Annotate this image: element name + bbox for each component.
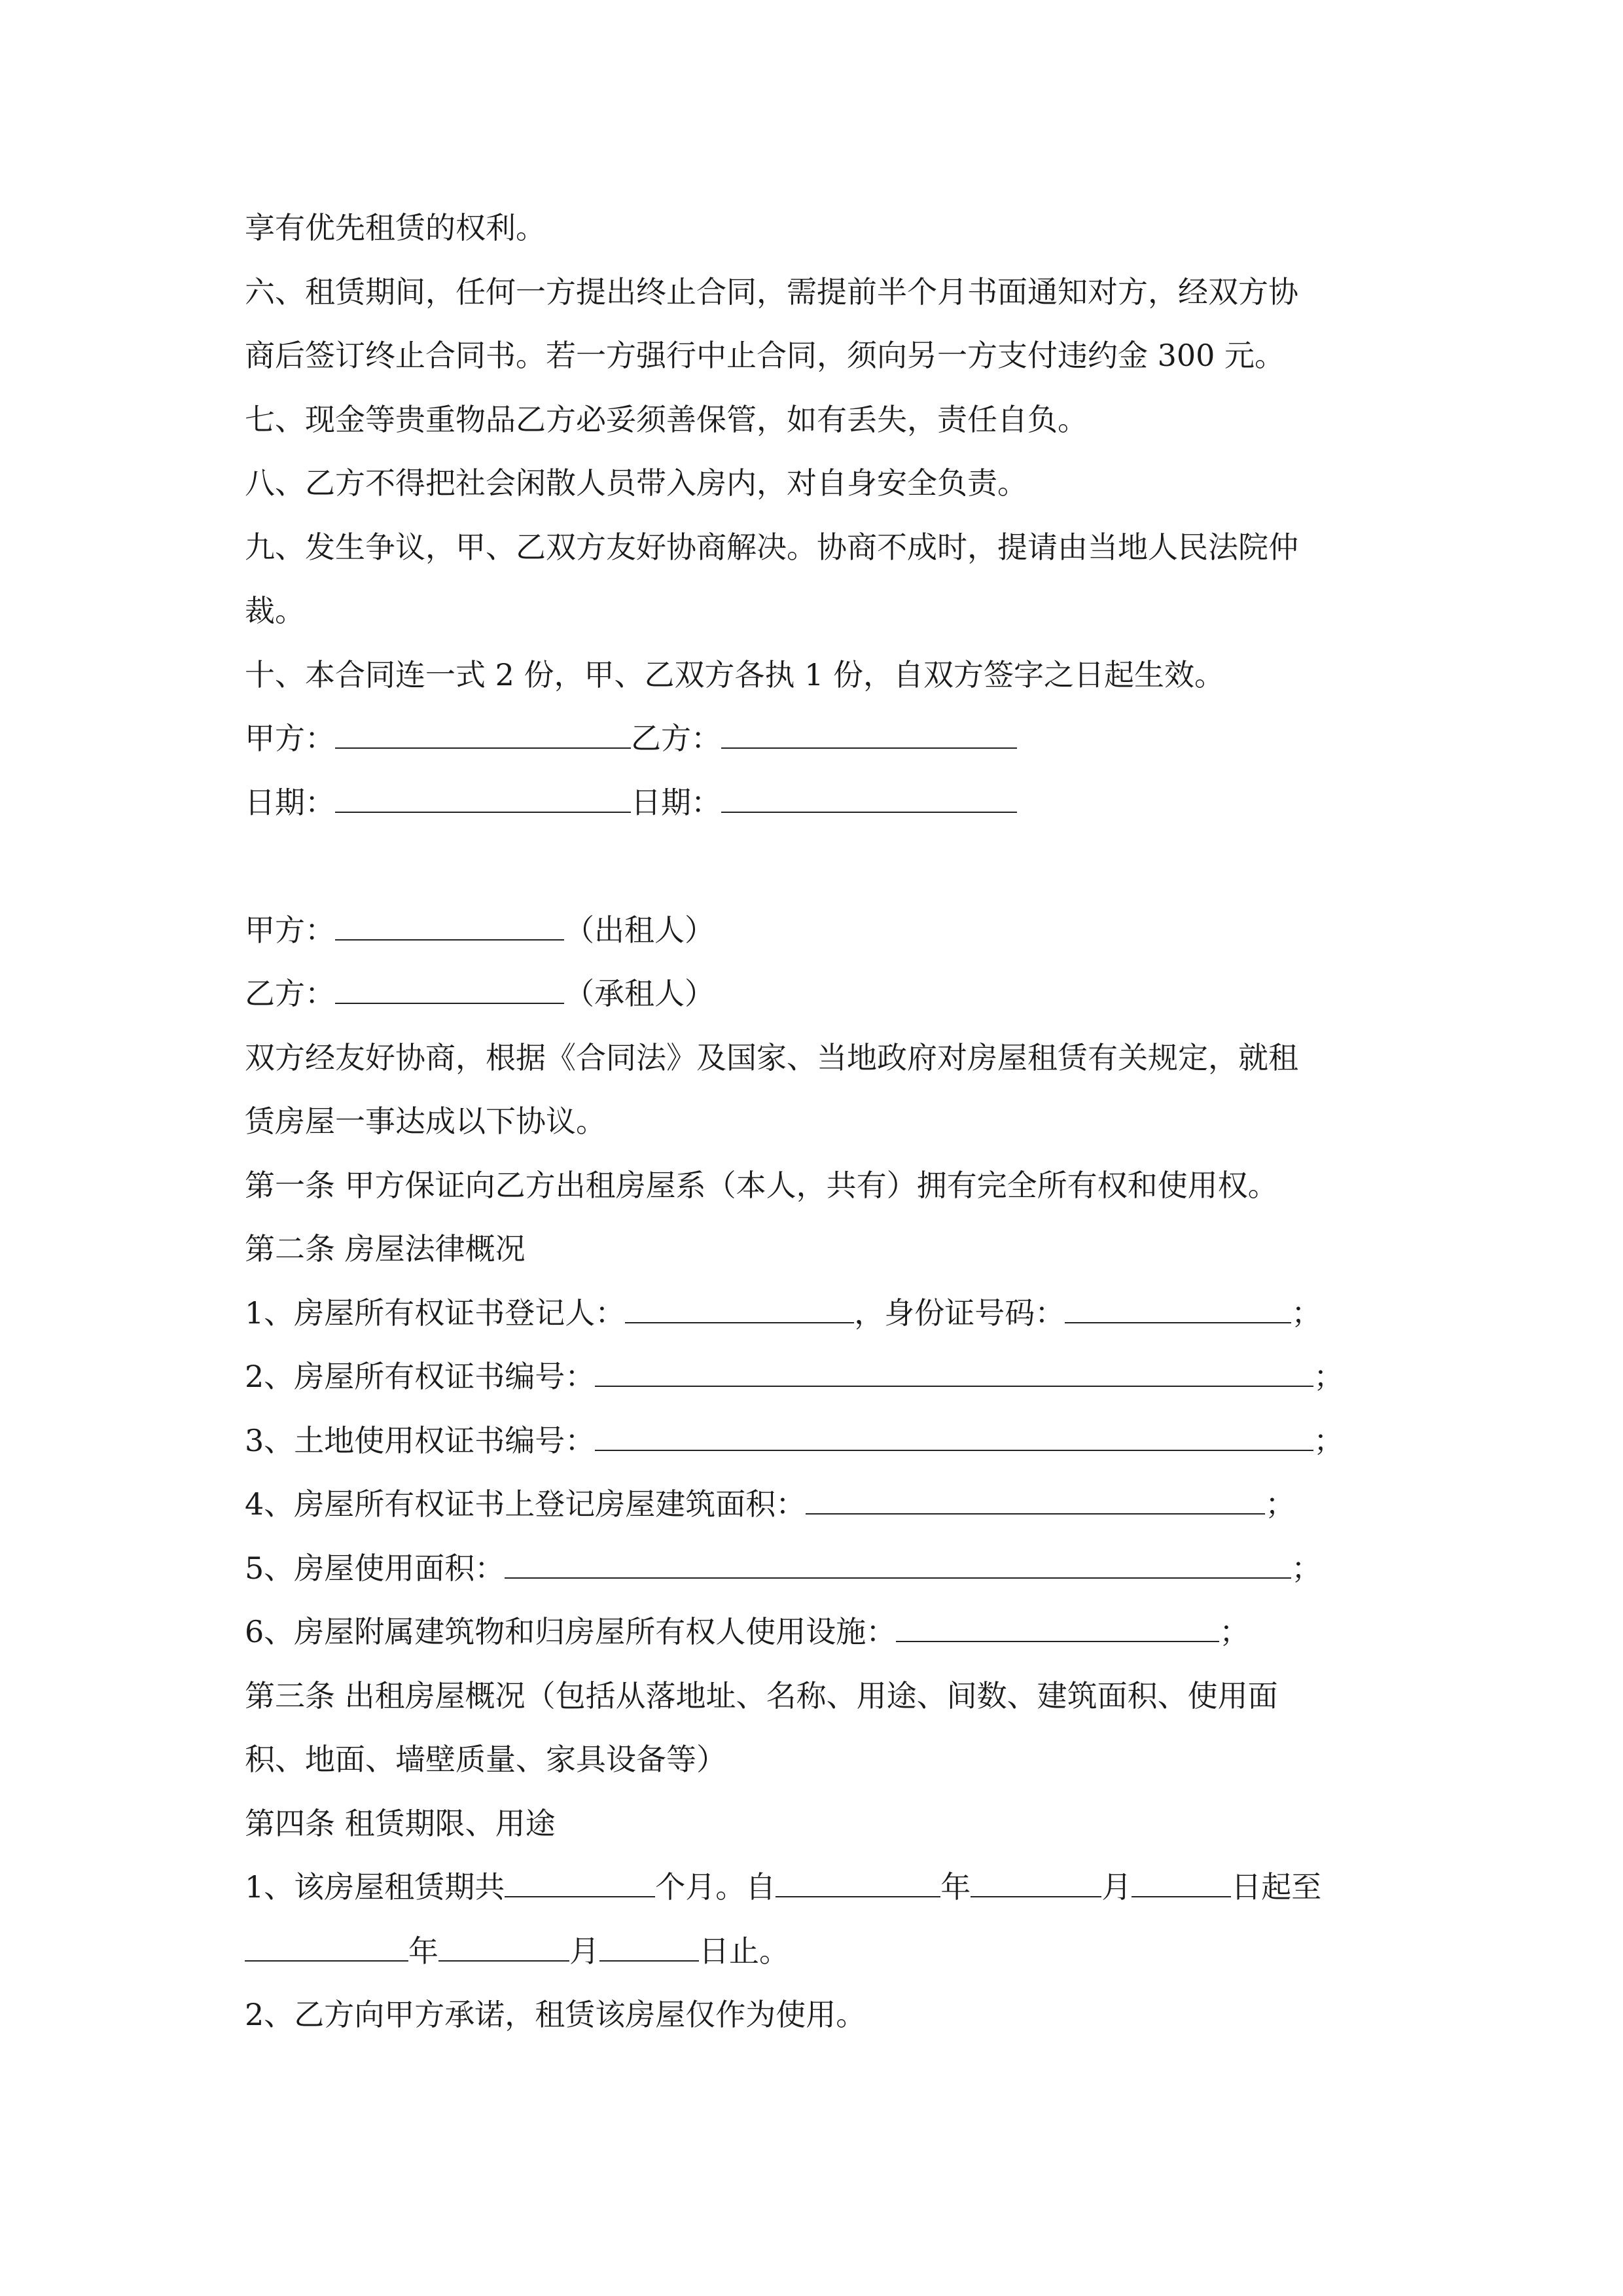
- month-label: 月: [1101, 1869, 1132, 1905]
- date-b-label: 日期：: [631, 784, 721, 820]
- id-number-field[interactable]: [1065, 1299, 1291, 1323]
- party-a-signature-field[interactable]: [335, 724, 631, 749]
- article-2-item-4: [245, 1473, 1387, 1537]
- text-line: 享有优先租赁的权利。: [245, 210, 546, 245]
- item-end: ；: [1265, 1486, 1296, 1522]
- article-4-item-2: 2、乙方向甲方承诺，租赁该房屋仅作为使用。: [245, 1997, 866, 2032]
- text-line: 裁。: [245, 593, 305, 628]
- text-line: 十、本合同连一式 2 份，甲、乙双方各执 1 份，自双方签字之日起生效。: [245, 656, 1225, 692]
- item-label: 个月。自: [655, 1869, 776, 1905]
- item-label: 3、土地使用权证书编号：: [245, 1422, 596, 1458]
- party-a-signature-label: 甲方：: [245, 721, 335, 756]
- start-month-field[interactable]: [971, 1873, 1101, 1897]
- end-day-field[interactable]: [599, 1937, 699, 1962]
- registrant-field[interactable]: [625, 1299, 854, 1323]
- item-end: ；: [1313, 1422, 1344, 1458]
- item-label: 2、房屋所有权证书编号：: [245, 1359, 596, 1394]
- end-month-field[interactable]: [438, 1937, 569, 1962]
- start-day-field[interactable]: [1132, 1873, 1231, 1897]
- lessor-label: 甲方：: [245, 912, 335, 948]
- item-label: 1、房屋所有权证书登记人：: [245, 1295, 626, 1331]
- lease-months-field[interactable]: [505, 1873, 655, 1897]
- article-2-item-2: [245, 1345, 1387, 1409]
- article-2-item-6: [245, 1600, 1387, 1664]
- land-cert-number-field[interactable]: [595, 1426, 1313, 1451]
- article-4-title: 第四条 租赁期限、用途: [245, 1805, 556, 1841]
- lessee-role: （承租人）: [564, 976, 715, 1011]
- intro-line: 双方经友好协商，根据《合同法》及国家、当地政府对房屋租赁有关规定，就租: [245, 1039, 1298, 1075]
- spacer: [245, 834, 1387, 899]
- signature-row: [245, 707, 1387, 771]
- text-line: 六、租赁期间，任何一方提出终止合同，需提前半个月书面通知对方，经双方协: [245, 274, 1298, 310]
- lessee-row: [245, 962, 1387, 1026]
- lessor-field[interactable]: [335, 916, 564, 941]
- intro-line: 赁房屋一事达成以下协议。: [245, 1103, 606, 1139]
- article-1: 第一条 甲方保证向乙方出租房屋系（本人，共有）拥有完全所有权和使用权。: [245, 1167, 1278, 1203]
- article-2-item-3: [245, 1409, 1387, 1473]
- article-4-item-1: [245, 1856, 1387, 1920]
- document-body: [245, 196, 1387, 2047]
- article-3-line: 积、地面、墙壁质量、家具设备等）: [245, 1742, 726, 1777]
- article-2-item-5: [245, 1537, 1387, 1601]
- start-year-field[interactable]: [776, 1873, 940, 1897]
- lessor-role: （出租人）: [564, 912, 715, 948]
- party-b-signature-label: 乙方：: [631, 721, 721, 756]
- end-year-field[interactable]: [245, 1937, 408, 1962]
- article-3-line: 第三条 出租房屋概况（包括从落地址、名称、用途、间数、建筑面积、使用面: [245, 1677, 1278, 1713]
- item-label: 4、房屋所有权证书上登记房屋建筑面积：: [245, 1486, 806, 1522]
- article-4-item-1-cont: [245, 1920, 1387, 1984]
- year-label: 年: [940, 1869, 971, 1905]
- date-a-field[interactable]: [335, 788, 631, 813]
- building-area-field[interactable]: [806, 1490, 1265, 1515]
- date-row: [245, 771, 1387, 835]
- text-line: 商后签订终止合同书。若一方强行中止合同，须向另一方支付违约金 300 元。: [245, 338, 1285, 373]
- party-b-signature-field[interactable]: [721, 724, 1017, 749]
- item-end: ；: [1219, 1614, 1250, 1649]
- date-b-field[interactable]: [721, 788, 1017, 813]
- lessee-label: 乙方：: [245, 976, 335, 1011]
- item-label: 1、该房屋租赁期共: [245, 1869, 505, 1905]
- lessor-row: [245, 899, 1387, 963]
- text-line: 七、现金等贵重物品乙方必妥须善保管，如有丢失，责任自负。: [245, 401, 1088, 437]
- usable-area-field[interactable]: [505, 1554, 1291, 1579]
- item-end: ；: [1291, 1295, 1322, 1331]
- text-line: 九、发生争议，甲、乙双方友好协商解决。协商不成时，提请由当地人民法院仲: [245, 529, 1298, 565]
- property-cert-number-field[interactable]: [595, 1362, 1313, 1387]
- lessee-field[interactable]: [335, 979, 564, 1004]
- day-label: 日止。: [699, 1933, 789, 1969]
- item-end: ；: [1291, 1550, 1322, 1586]
- year-label: 年: [408, 1933, 438, 1969]
- facilities-field[interactable]: [896, 1617, 1219, 1642]
- article-2-item-1: [245, 1282, 1387, 1346]
- item-label: 6、房屋附属建筑物和归房屋所有权人使用设施：: [245, 1614, 897, 1649]
- article-2-title: 第二条 房屋法律概况: [245, 1231, 526, 1266]
- text-line: 八、乙方不得把社会闲散人员带入房内，对自身安全负责。: [245, 465, 1027, 501]
- item-label: ，身份证号码：: [854, 1295, 1065, 1331]
- item-end: ；: [1313, 1359, 1344, 1394]
- month-label: 月: [569, 1933, 599, 1969]
- day-label: 日起至: [1231, 1869, 1322, 1905]
- date-a-label: 日期：: [245, 784, 335, 820]
- item-label: 5、房屋使用面积：: [245, 1550, 505, 1586]
